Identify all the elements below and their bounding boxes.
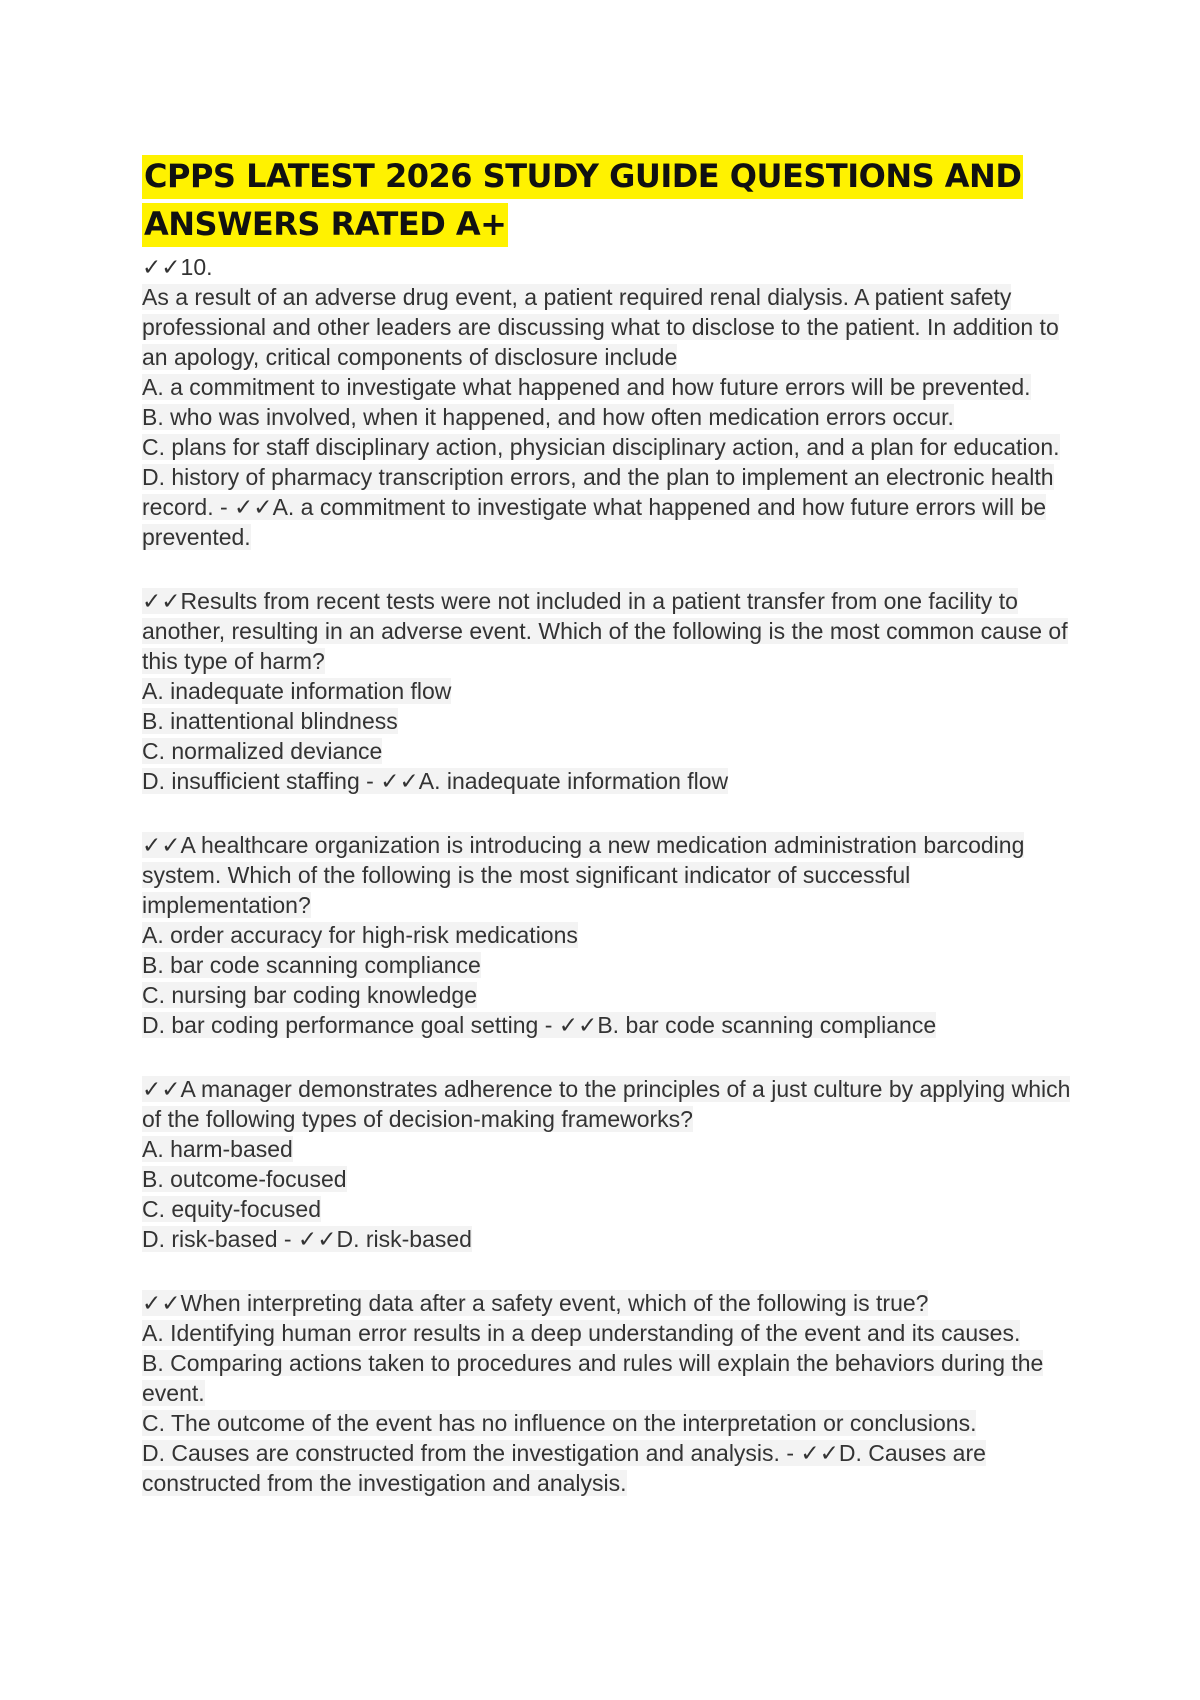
- question-2-stem: ✓✓Results from recent tests were not included in a patient transfer from one facility to another, resulting in an adverse event. Which of the following is the most common cause of this type of harm?: [142, 588, 1068, 674]
- question-5-option-d-answer: D. Causes are constructed from the investigation and analysis. - ✓✓D. Causes are constructed from the investigation and analysis.: [142, 1440, 986, 1496]
- question-block-5: [142, 1288, 1082, 1498]
- question-1-number: ✓✓10.: [142, 254, 213, 280]
- question-1-option-d-answer: D. history of pharmacy transcription errors, and the plan to implement an electronic health record. - ✓✓A. a commitment to investigate what happened and how future errors will be prevented.: [142, 464, 1054, 550]
- question-block-2: [142, 586, 1082, 796]
- question-5-option-a: A. Identifying human error results in a deep understanding of the event and its causes.: [142, 1320, 1021, 1346]
- document-body: [142, 152, 1082, 1498]
- question-5-option-b: B. Comparing actions taken to procedures and rules will explain the behaviors during the event.: [142, 1350, 1044, 1406]
- question-1-option-b: B. who was involved, when it happened, and how often medication errors occur.: [142, 404, 954, 430]
- question-3-option-a: A. order accuracy for high-risk medications: [142, 922, 578, 948]
- question-1-stem: As a result of an adverse drug event, a patient required renal dialysis. A patient safety professional and other leaders are discussing what to disclose to the patient. In addition to an apology, critical components of disclosure include: [142, 284, 1059, 370]
- title-line-1: CPPS LATEST 2026 STUDY GUIDE QUESTIONS AND: [142, 155, 1023, 199]
- question-2-option-a: A. inadequate information flow: [142, 678, 452, 704]
- question-3-option-b: B. bar code scanning compliance: [142, 952, 481, 978]
- question-4-option-b: B. outcome-focused: [142, 1166, 347, 1192]
- question-block-4: [142, 1074, 1082, 1254]
- question-block-1: [142, 252, 1082, 552]
- question-2-option-b: B. inattentional blindness: [142, 708, 398, 734]
- question-1-option-a: A. a commitment to investigate what happened and how future errors will be prevented.: [142, 374, 1031, 400]
- question-5-stem: ✓✓When interpreting data after a safety event, which of the following is true?: [142, 1290, 929, 1316]
- question-4-stem: ✓✓A manager demonstrates adherence to the principles of a just culture by applying which of the following types of decision-making frameworks?: [142, 1076, 1071, 1132]
- question-block-3: [142, 830, 1082, 1040]
- title-line-2: ANSWERS RATED A+: [142, 203, 508, 247]
- question-4-option-a: A. harm-based: [142, 1136, 293, 1162]
- question-4-option-c: C. equity-focused: [142, 1196, 321, 1222]
- question-4-option-d-answer: D. risk-based - ✓✓D. risk-based: [142, 1226, 472, 1252]
- question-2-option-d-answer: D. insufficient staffing - ✓✓A. inadequate information flow: [142, 768, 729, 794]
- question-3-stem: ✓✓A healthcare organization is introducing a new medication administration barcoding system. Which of the following is the most significant indicator of successful implementation?: [142, 832, 1025, 918]
- question-3-option-d-answer: D. bar coding performance goal setting - ✓✓B. bar code scanning compliance: [142, 1012, 937, 1038]
- document-title: [142, 152, 1082, 248]
- question-3-option-c: C. nursing bar coding knowledge: [142, 982, 477, 1008]
- question-2-option-c: C. normalized deviance: [142, 738, 383, 764]
- question-5-option-c: C. The outcome of the event has no influence on the interpretation or conclusions.: [142, 1410, 977, 1436]
- question-1-option-c: C. plans for staff disciplinary action, physician disciplinary action, and a plan for education.: [142, 434, 1060, 460]
